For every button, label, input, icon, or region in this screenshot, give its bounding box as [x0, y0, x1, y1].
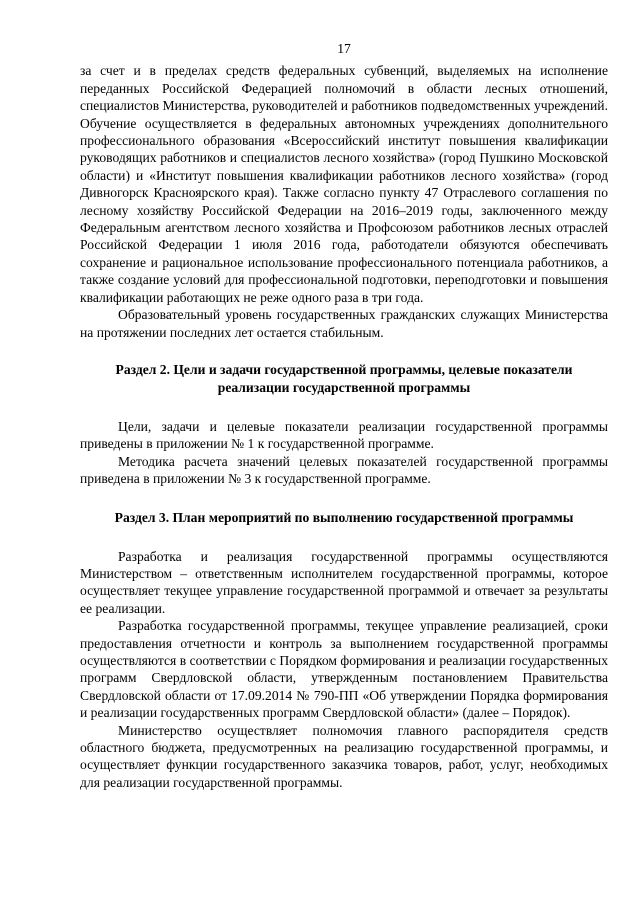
paragraph: Цели, задачи и целевые показатели реализации государственной программы приведены в приложении № 1 к государственной программе.: [80, 418, 608, 452]
paragraph: Разработка и реализация государственной программы осуществляются Министерством – ответственным исполнителем государственной программы, которое осуществляет текущее управление государственной программой и отвечает за результаты ее реализации.: [80, 548, 608, 616]
paragraph: Министерство осуществляет полномочия главного распорядителя средств областного бюджета, предусмотренных на реализацию государственной программы, и осуществляет функции государственного заказчика товаров, работ, услуг, необходимых для реализации государственной программы.: [80, 722, 608, 790]
page-number: 17: [337, 41, 351, 56]
paragraph: Образовательный уровень государственных гражданских служащих Министерства на протяжении последних лет остается стабильным.: [80, 307, 608, 340]
section-3-heading: Раздел 3. План мероприятий по выполнению государственной программы: [114, 509, 574, 525]
paragraph: Разработка государственной программы, текущее управление реализацией, сроки предоставления отчетности и контроль за выполнением государственной программы осуществляются в соответствии с Порядком формирования и реализации государственных программ Свердловской области, утвержденным постановлением Правительства Свердловской области от 17.09.2014 № 790-ПП «Об утверждении Порядка формирования и реализации государственных программ Свердловской области» (далее – Порядок).: [80, 618, 608, 721]
paragraph-continued: за счет и в пределах средств федеральных субвенций, выделяемых на исполнение переданных Российской Федерацией полномочий в области лесных отношений, специалистов Министерства, руководителей и работников подведомственных учреждений. Обучение осуществляется в федеральных автономных учреждениях дополнительного профессионального образования «Всероссийский институт повышения квалификации руководящих работников и специалистов лесного хозяйства» (город Пушкино Московской области) и «Институт повышения квалификации работников лесного хозяйства» (город Дивногорск Красноярского края). Также согласно пункту 47 Отраслевого соглашения по лесному хозяйству Российской Федерации на 2016–2019 годы, заключенного между Федеральным агентством лесного хозяйства и Профсоюзом работников лесных отраслей Российской Федерации 1 июля 2016 года, работодатели обязуются обеспечивать сохранение и рациональное использование профессионального потенциала работников, а также создание условий для профессиональной подготовки, переподготовки и повышения квалификации работающих не реже одного раза в три года.: [80, 63, 608, 305]
paragraph: Методика расчета значений целевых показателей государственной программы приведена в приложении № 3 к государственной программе.: [80, 453, 608, 487]
section-2-heading: Раздел 2. Цели и задачи государственной программы, целевые показатели реализации государственной программы: [115, 361, 573, 395]
